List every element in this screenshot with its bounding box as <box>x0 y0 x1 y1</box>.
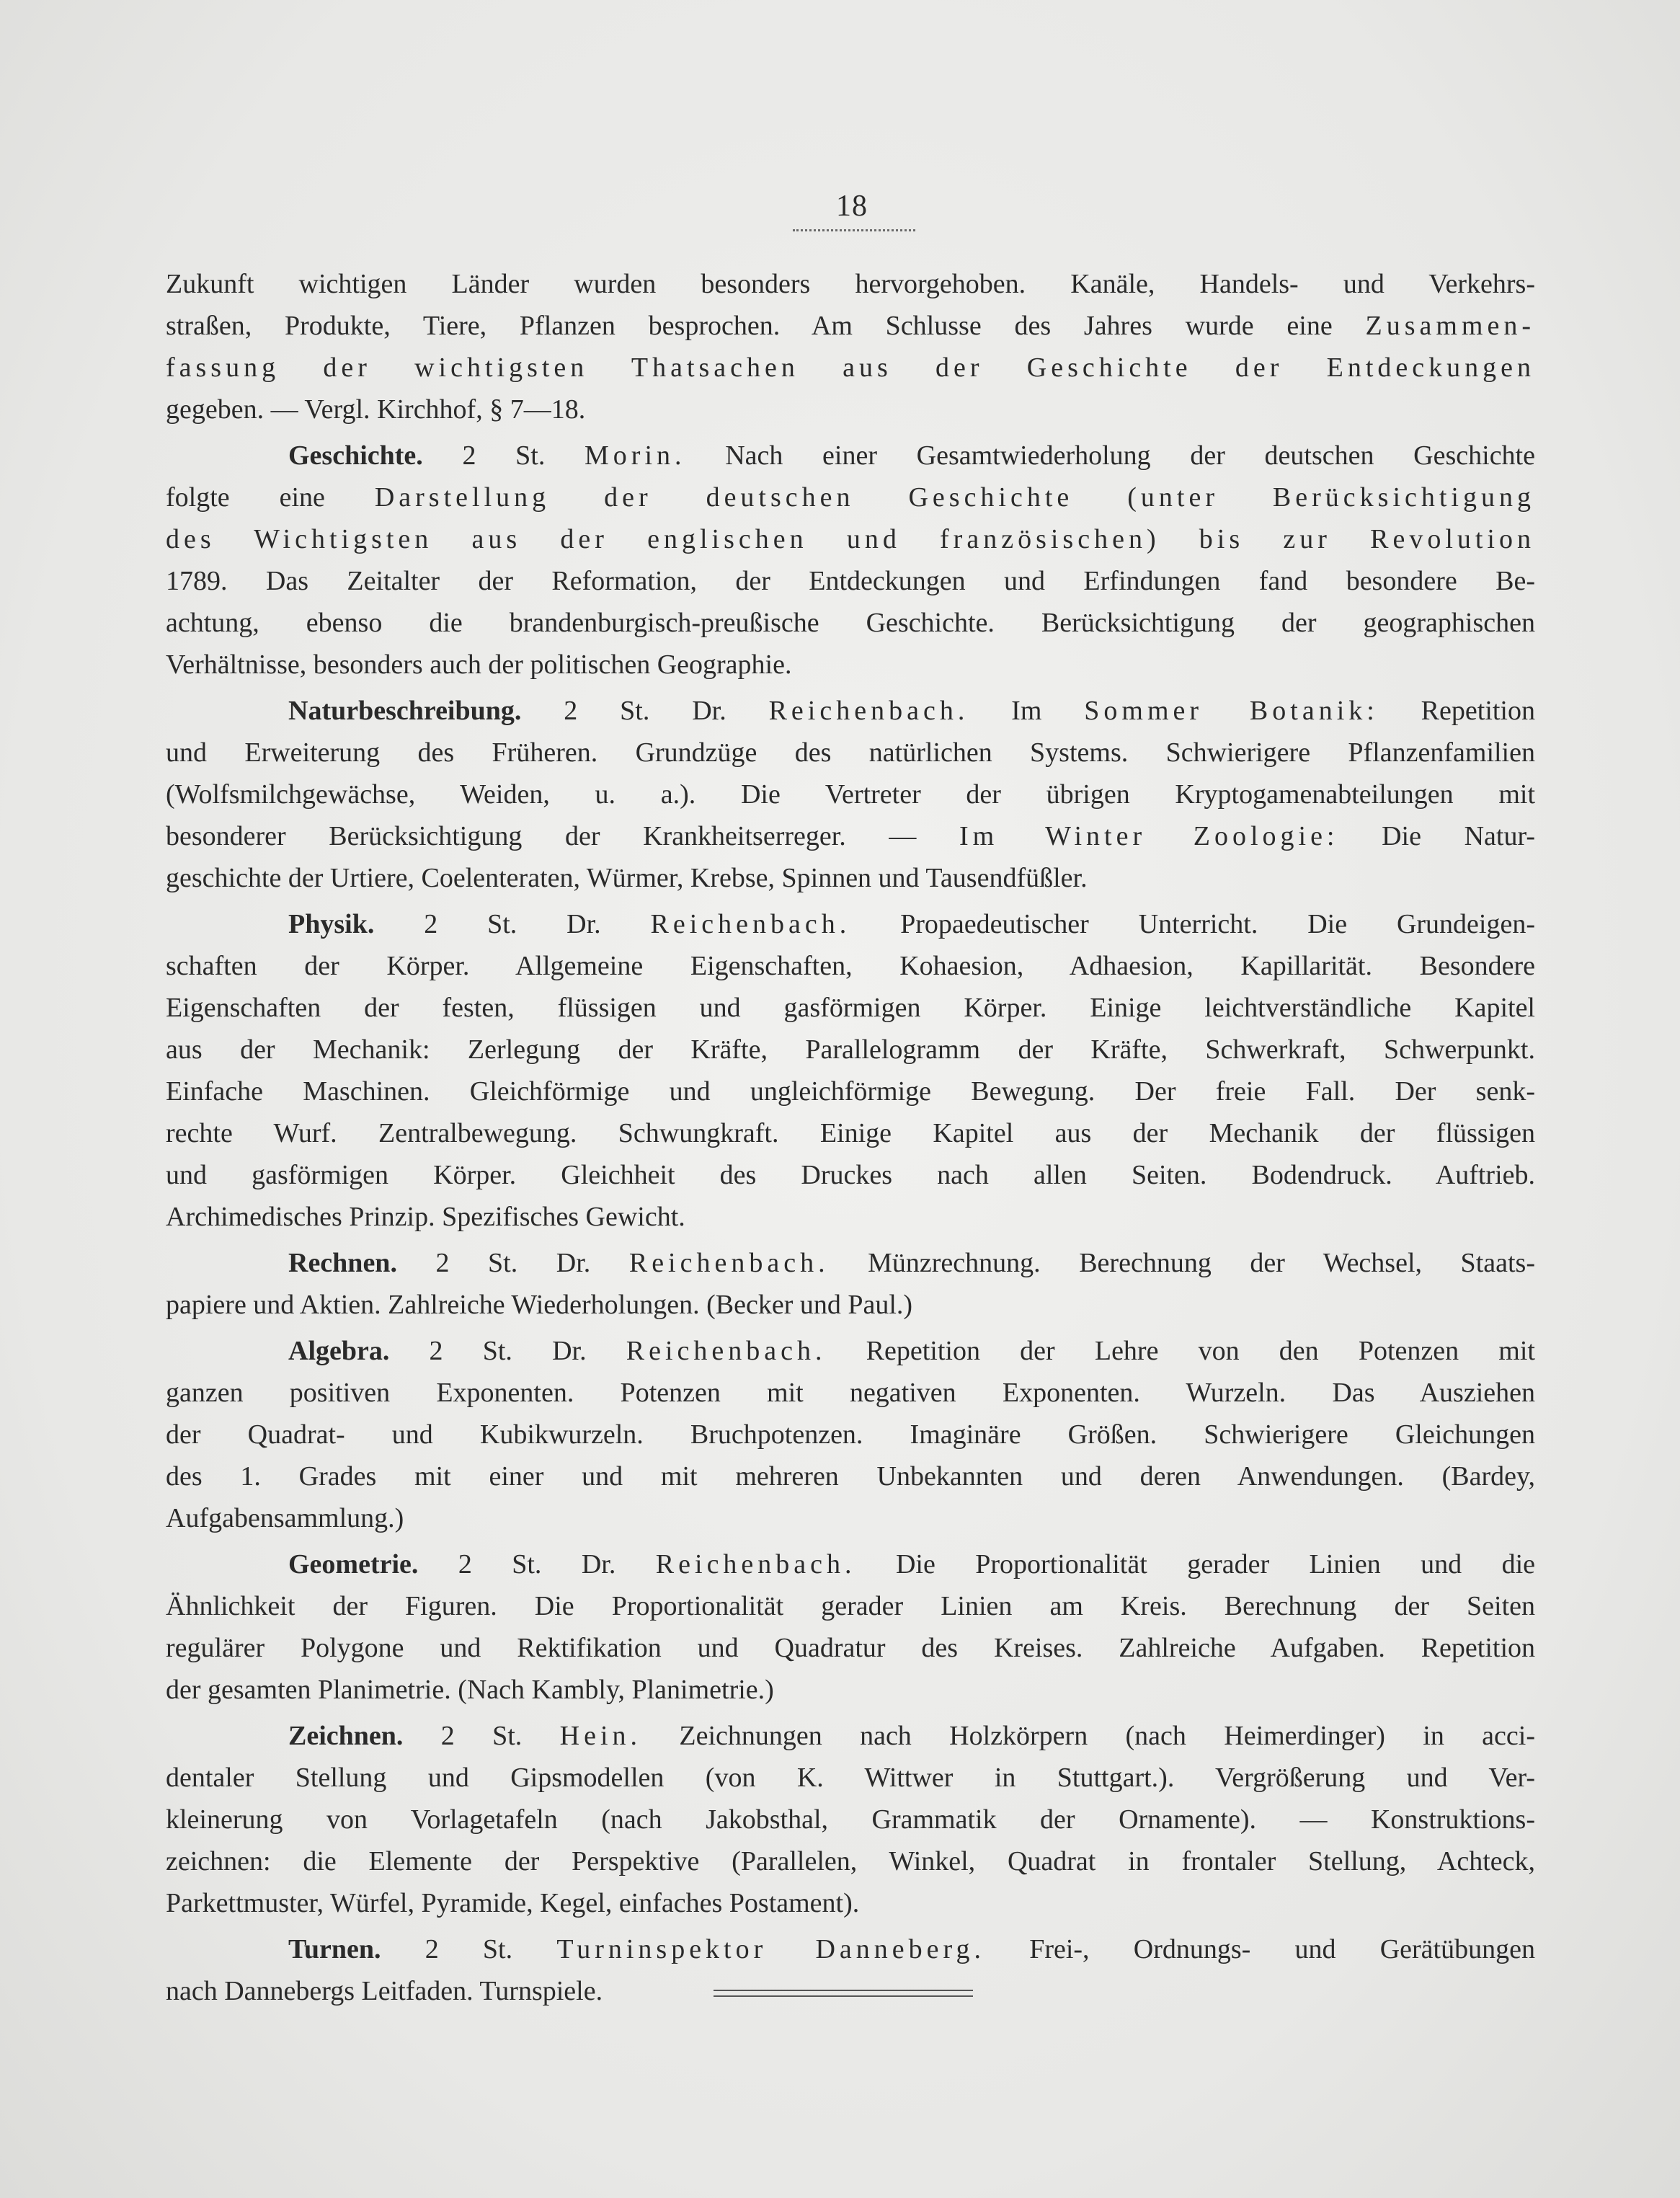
line-text: geschichte der Urtiere, Coelenteraten, Würmer, Krebse, Spinnen und Tausendfüßler. <box>166 863 1088 893</box>
text-line <box>166 1669 1535 1711</box>
text-line <box>166 389 1535 430</box>
text-line <box>166 1029 1535 1071</box>
text-line <box>166 690 1535 732</box>
section-heading: Geschichte. <box>288 440 423 471</box>
line-text: nach Dannebergs Leitfaden. Turnspiele. <box>166 1976 603 2006</box>
line-text: papiere und Aktien. Zahlreiche Wiederholungen. (Becker und Paul.) <box>166 1290 913 1320</box>
text-line <box>166 1585 1535 1627</box>
spaced-text: Reichenbach. <box>655 1549 856 1579</box>
line-text: Eigenschaften der festen, flüssigen und gasförmigen Körper. Einige leichtverständliche Kapitel <box>166 993 1535 1023</box>
line-text: der gesamten Planimetrie. (Nach Kambly, Planimetrie.) <box>166 1675 774 1705</box>
spaced-text: Sommer Botanik: <box>1084 696 1379 726</box>
text-line <box>166 1414 1535 1455</box>
line-text: Parkettmuster, Würfel, Pyramide, Kegel, einfaches Postament). <box>166 1888 860 1918</box>
spaced-text: Morin. <box>585 440 686 471</box>
text-line <box>166 518 1535 560</box>
line-text: 2 St. Dr. <box>389 1336 626 1366</box>
text-line <box>166 1372 1535 1414</box>
text-line <box>166 1970 1535 2012</box>
text-line <box>166 644 1535 686</box>
line-text: 2 St. <box>381 1934 557 1964</box>
line-text: folgte eine <box>166 482 375 513</box>
text-line <box>166 560 1535 602</box>
line-text: 2 St. Dr. <box>396 1248 629 1278</box>
section-heading: Turnen. <box>288 1934 381 1964</box>
line-text: schaften der Körper. Allgemeine Eigenschaften, Kohaesion, Adhaesion, Kapillarität. Besondere <box>166 951 1535 981</box>
text-line <box>166 945 1535 987</box>
spaced-text: Reichenbach. <box>768 696 969 726</box>
spaced-text: Reichenbach. <box>650 909 851 939</box>
paragraph-algebra <box>166 1330 1535 1539</box>
line-text: kleinerung von Vorlagetafeln (nach Jakobsthal, Grammatik der Ornamente). — Konstruktions- <box>166 1804 1535 1835</box>
text-line <box>166 1071 1535 1112</box>
paragraph-naturbeschreibung <box>166 690 1535 899</box>
line-text: Propaedeutischer Unterricht. Die Grundeigen- <box>850 909 1535 939</box>
text-line <box>166 1455 1535 1497</box>
page-number-underline <box>793 229 915 231</box>
section-heading: Rechnen. <box>288 1248 397 1278</box>
end-rule <box>714 1990 973 1991</box>
paragraph-geometrie <box>166 1543 1535 1711</box>
text-line <box>166 857 1535 899</box>
text-line <box>166 774 1535 815</box>
spaced-text: Im Winter Zoologie: <box>959 821 1339 851</box>
line-text: zeichnen: die Elemente der Perspektive (Parallelen, Winkel, Quadrat in frontaler Stellung, Achteck, <box>166 1846 1535 1876</box>
text-line <box>166 1757 1535 1799</box>
text-line <box>166 1882 1535 1924</box>
paragraph-turnen <box>166 1928 1535 2012</box>
section-heading: Zeichnen. <box>288 1721 404 1751</box>
text-line <box>166 815 1535 857</box>
line-text: regulärer Polygone und Rektifikation und Quadratur des Kreises. Zahlreiche Aufgaben. Repetition <box>166 1633 1535 1663</box>
line-text: dentaler Stellung und Gipsmodellen (von K. Wittwer in Stuttgart.). Vergrößerung und Ver- <box>166 1763 1535 1793</box>
line-text: (Wolfsmilchgewächse, Weiden, u. a.). Die Vertreter der übrigen Kryptogamenabteilungen mit <box>166 779 1535 810</box>
text-line <box>166 1112 1535 1154</box>
line-text: ganzen positiven Exponenten. Potenzen mit negativen Exponenten. Wurzeln. Das Ausziehen <box>166 1378 1535 1408</box>
page-number: 18 <box>836 190 868 223</box>
line-text: 2 St. Dr. <box>521 696 769 726</box>
line-text: der Quadrat- und Kubikwurzeln. Bruchpotenzen. Imaginäre Größen. Schwierigere Gleichungen <box>166 1419 1535 1450</box>
line-text: Frei-, Ordnungs- und Gerätübungen <box>985 1934 1535 1964</box>
line-text: Ähnlichkeit der Figuren. Die Proportionalität gerader Linien am Kreis. Berechnung der Seiten <box>166 1591 1535 1621</box>
text-line <box>166 347 1535 389</box>
line-text: des 1. Grades mit einer und mit mehreren Unbekannten und deren Anwendungen. (Bardey, <box>166 1461 1535 1492</box>
paragraph-physik <box>166 903 1535 1238</box>
line-text: Archimedisches Prinzip. Spezifisches Gewicht. <box>166 1202 685 1232</box>
text-line <box>166 477 1535 518</box>
line-text: Aufgabensammlung.) <box>166 1503 404 1533</box>
text-line <box>166 987 1535 1029</box>
spaced-text: Hein. <box>559 1721 642 1751</box>
section-heading: Naturbeschreibung. <box>288 696 522 726</box>
text-line <box>166 732 1535 774</box>
spaced-text: Darstellung der deutschen Geschichte (unter Berücksichtigung <box>374 482 1535 513</box>
paragraph-zeichnen <box>166 1715 1535 1924</box>
text-line <box>166 435 1535 477</box>
line-text: aus der Mechanik: Zerlegung der Kräfte, Parallelogramm der Kräfte, Schwerkraft, Schwerpunkt. <box>166 1034 1535 1065</box>
spaced-text: des Wichtigsten aus der englischen und französischen) bis zur Revolution <box>166 524 1535 554</box>
line-text: Die Proportionalität gerader Linien und die <box>855 1549 1535 1579</box>
text-line <box>166 1627 1535 1669</box>
paragraph-gap <box>166 2012 1535 2016</box>
spaced-text: fassung der wichtigsten Thatsachen aus der Geschichte der Entdeckungen <box>166 353 1535 383</box>
line-text: 2 St. <box>403 1721 560 1751</box>
line-text: Zukunft wichtigen Länder wurden besonders hervorgehoben. Kanäle, Handels- und Verkehrs- <box>166 269 1535 299</box>
text-line <box>166 305 1535 347</box>
end-rule <box>714 1995 973 1997</box>
paragraph-rechnen <box>166 1242 1535 1326</box>
text-line <box>166 1928 1535 1970</box>
text-line <box>166 1196 1535 1238</box>
text-line <box>166 1284 1535 1326</box>
text-line <box>166 1154 1535 1196</box>
section-heading: Physik. <box>288 909 375 939</box>
line-text: Repetition <box>1378 696 1535 726</box>
text-line <box>166 1543 1535 1585</box>
line-text: 2 St. Dr. <box>374 909 651 939</box>
line-text: straßen, Produkte, Tiere, Pflanzen besprochen. Am Schlusse des Jahres wurde eine <box>166 311 1366 341</box>
line-text: Im <box>969 696 1085 726</box>
text-line <box>166 602 1535 644</box>
line-text: achtung, ebenso die brandenburgisch-preußische Geschichte. Berücksichtigung der geographischen <box>166 608 1535 638</box>
line-text: gegeben. — Vergl. Kirchhof, § 7—18. <box>166 394 586 425</box>
text-line <box>166 903 1535 945</box>
line-text: und gasförmigen Körper. Gleichheit des Druckes nach allen Seiten. Bodendruck. Auftrieb. <box>166 1160 1535 1190</box>
text-line <box>166 1497 1535 1539</box>
line-text: rechte Wurf. Zentralbewegung. Schwungkraft. Einige Kapitel aus der Mechanik der flüssigen <box>166 1118 1535 1148</box>
body-text <box>166 263 1535 2016</box>
line-text: Verhältnisse, besonders auch der politischen Geographie. <box>166 650 792 680</box>
line-text: Repetition der Lehre von den Potenzen mit <box>826 1336 1535 1366</box>
line-text: 2 St. Dr. <box>418 1549 656 1579</box>
spaced-text: Turninspektor Danneberg. <box>556 1934 985 1964</box>
section-heading: Algebra. <box>288 1336 390 1366</box>
spaced-text: Zusammen- <box>1365 311 1535 341</box>
line-text: 1789. Das Zeitalter der Reformation, der Entdeckungen und Erfindungen fand besondere Be- <box>166 566 1535 596</box>
text-line <box>166 1799 1535 1840</box>
line-text: 2 St. <box>422 440 585 471</box>
line-text: Einfache Maschinen. Gleichförmige und ungleichförmige Bewegung. Der freie Fall. Der senk- <box>166 1076 1535 1107</box>
section-heading: Geometrie. <box>288 1549 419 1579</box>
text-line <box>166 1242 1535 1284</box>
line-text: Zeichnungen nach Holzkörpern (nach Heimerdinger) in acci- <box>641 1721 1535 1751</box>
line-text: Münzrechnung. Berechnung der Wechsel, Staats- <box>829 1248 1535 1278</box>
text-line <box>166 1840 1535 1882</box>
line-text: besonderer Berücksichtigung der Krankheitserreger. — <box>166 821 960 851</box>
paragraph-geschichte <box>166 435 1535 686</box>
text-line <box>166 263 1535 305</box>
spaced-text: Reichenbach. <box>628 1248 830 1278</box>
text-line <box>166 1330 1535 1372</box>
paragraph-geographie-cont <box>166 263 1535 430</box>
line-text: Nach einer Gesamtwiederholung der deutschen Geschichte <box>685 440 1535 471</box>
line-text: und Erweiterung des Früheren. Grundzüge des natürlichen Systems. Schwierigere Pflanzenfamilien <box>166 737 1535 768</box>
spaced-text: Reichenbach. <box>626 1336 827 1366</box>
text-line <box>166 1715 1535 1757</box>
line-text: Die Natur- <box>1338 821 1535 851</box>
